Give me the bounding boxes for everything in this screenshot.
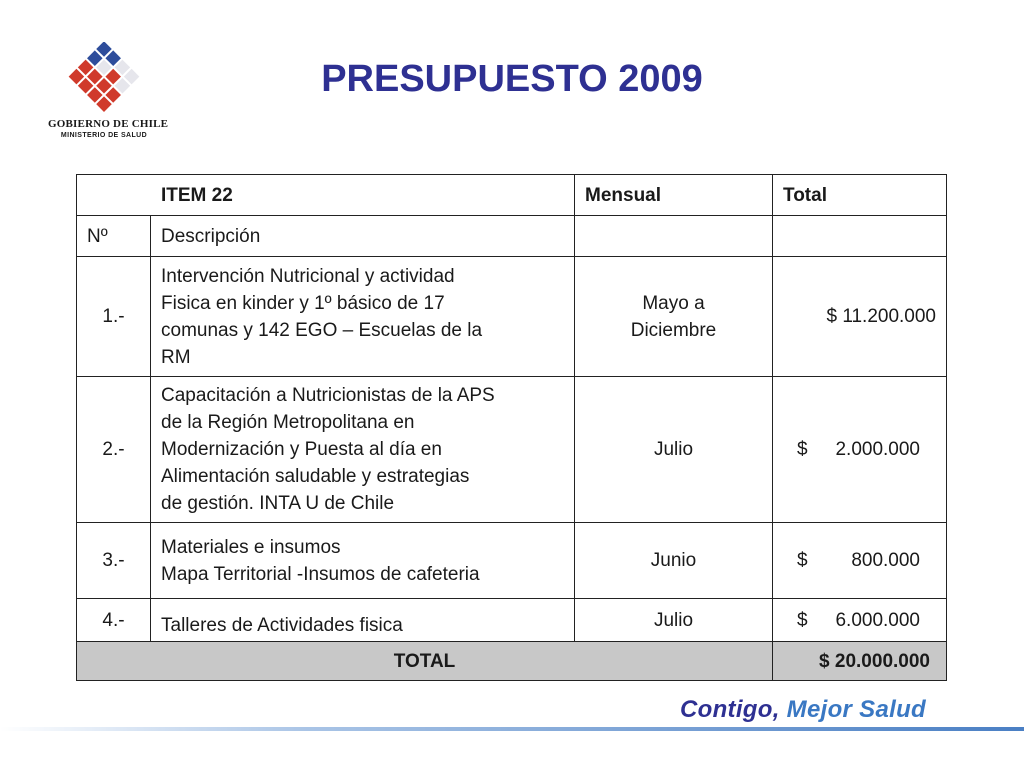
row-description: [151, 599, 575, 642]
row-total-amount: 6.000.000: [835, 609, 920, 631]
footer-brand-part1: Contigo,: [680, 696, 780, 723]
header-item: ITEM 22: [77, 175, 575, 216]
row-total-symbol: $: [797, 439, 808, 460]
row-description-line: Talleres de Actividades fisica: [161, 615, 403, 636]
header-mensual: Mensual: [575, 175, 773, 216]
row-description-line: RM: [161, 346, 191, 368]
row-description-line: de la Región Metropolitana en: [161, 412, 415, 433]
page-title: PRESUPUESTO 2009: [321, 58, 703, 100]
row-mensual-line: Mayo a: [642, 292, 705, 314]
footer-divider: [0, 727, 1024, 731]
subheader-no: Nº: [77, 216, 151, 257]
row-total-amount: 2.000.000: [835, 439, 920, 460]
logo-text-ministerio: MINISTERIO DE SALUD: [60, 132, 148, 139]
row-description: [151, 523, 575, 599]
table-row: [77, 599, 947, 642]
row-description-line: Fisica en kinder y 1º básico de 17: [161, 292, 445, 314]
row-description-line: Modernización y Puesta al día en: [161, 439, 442, 460]
row-description-line: Mapa Territorial -Insumos de cafeteria: [161, 563, 480, 585]
row-number: 2.-: [77, 377, 151, 523]
row-total-symbol: $: [797, 550, 808, 571]
table-row: [77, 257, 947, 377]
row-description: [151, 257, 575, 377]
budget-table: [76, 174, 947, 681]
row-total: [773, 377, 947, 523]
subheader-descripcion: Descripción: [151, 216, 575, 257]
row-description-line: Intervención Nutricional y actividad: [161, 265, 455, 287]
row-number: 1.-: [77, 257, 151, 377]
row-description-line: Alimentación saludable y estrategias: [161, 466, 470, 487]
footer-brand-part2: Mejor Salud: [779, 696, 926, 723]
header-total: Total: [773, 175, 947, 216]
table-header-row: [77, 175, 947, 216]
row-total: [773, 523, 947, 599]
row-total-amount: 800.000: [851, 550, 920, 571]
row-description-line: Materiales e insumos: [161, 536, 341, 558]
row-number: 3.-: [77, 523, 151, 599]
total-label: TOTAL: [77, 642, 773, 681]
row-mensual-line: Julio: [653, 439, 694, 460]
table-subheader-row: [77, 216, 947, 257]
row-mensual-line: Diciembre: [630, 319, 717, 341]
row-total-symbol: $: [797, 609, 808, 631]
row-total: [773, 257, 947, 377]
row-mensual: [575, 257, 773, 377]
subheader-total-empty: [773, 216, 947, 257]
footer-brand-slogan: [680, 696, 926, 724]
total-value: $ 20.000.000: [773, 642, 947, 681]
row-mensual-line: Julio: [653, 609, 694, 631]
row-total-symbol: $: [826, 306, 838, 327]
row-mensual-line: Junio: [650, 550, 697, 571]
table-row: [77, 377, 947, 523]
table-total-row: [77, 642, 947, 681]
row-mensual: [575, 599, 773, 642]
row-description-line: de gestión. INTA U de Chile: [161, 493, 395, 514]
row-description-line: Capacitación a Nutricionistas de la APS: [161, 385, 495, 406]
row-total-amount: 11.200.000: [842, 306, 936, 327]
row-description-line: comunas y 142 EGO – Escuelas de la: [161, 319, 483, 341]
subheader-mensual-empty: [575, 216, 773, 257]
row-mensual: [575, 377, 773, 523]
row-description: [151, 377, 575, 523]
logo-text-gobierno: GOBIERNO DE CHILE: [48, 118, 169, 130]
row-total: [773, 599, 947, 642]
row-number: 4.-: [77, 599, 151, 642]
row-mensual: [575, 523, 773, 599]
table-row: [77, 523, 947, 599]
